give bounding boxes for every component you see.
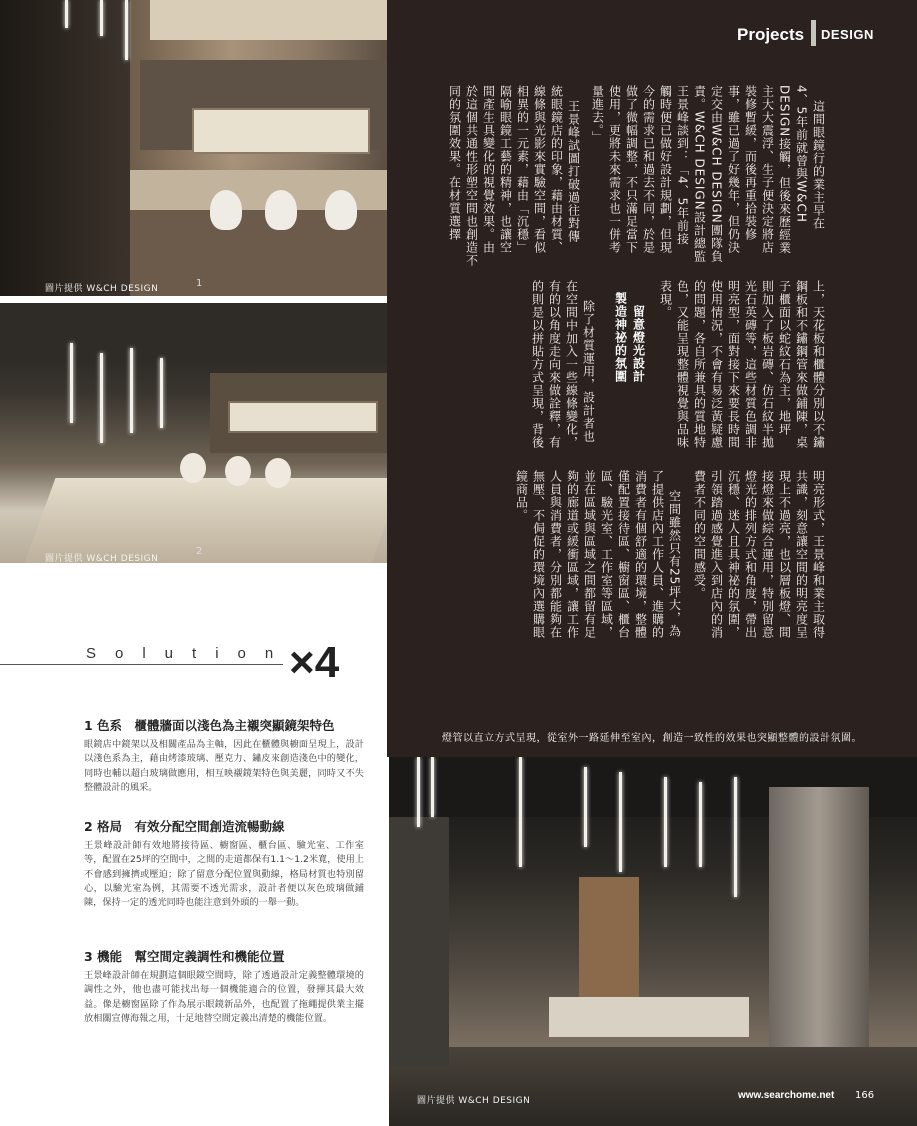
- article-column: 無壓、不侷促的環境內選購眼: [531, 470, 546, 639]
- article-column: 則加入了板岩磚、仿石紋半拋: [760, 280, 775, 449]
- article-column: 責。W&CH DESIGN設計總監: [692, 85, 707, 263]
- article-column: 的問題，各自所兼具的質地特: [692, 280, 707, 449]
- article-column: 的則是以拼貼方式呈現，背後: [530, 280, 545, 449]
- article-column: 同的氛圍效果。在材質選擇: [447, 85, 462, 241]
- ceiling-panel: [150, 0, 387, 40]
- article-column: 僅配置接待區、櫥窗區、櫃台: [616, 470, 631, 639]
- article-column: 鋼板和不鏽鋼管來做鋪陳，桌: [794, 280, 809, 449]
- pendant-light: [70, 343, 73, 423]
- pendant-light: [664, 777, 667, 867]
- article-column: 沉穩、迷人且具神祕的氛圍，: [726, 470, 741, 639]
- article-column: 人員與消費者，分別都能夠在: [548, 470, 563, 639]
- article-column: 於這個共通性形塑空間也創造不: [464, 85, 479, 267]
- chair: [325, 190, 357, 230]
- section-label-projects: Projects: [737, 25, 805, 44]
- article-column: 引領踏過感覺進入到店內的消: [709, 470, 724, 639]
- chair: [210, 190, 242, 230]
- article-column: 接燈來做綜合運用，特別留意: [760, 470, 775, 639]
- article-column: 王景峰談到：「4、5年前接: [675, 85, 690, 246]
- article-column: 使用情況，不會有易泛黃疑慮: [709, 280, 724, 449]
- article-column: 相異的一元素，藉由「沉穩」: [515, 85, 530, 254]
- display-counter: [549, 997, 749, 1037]
- article-column: 裝修暫緩，而後再重拾裝修: [743, 85, 758, 241]
- pendant-light: [584, 767, 587, 847]
- photo-credit: 圖片提供 W&CH DESIGN: [417, 1096, 531, 1106]
- article-column: 光石英磚等，這些材質色調非: [743, 280, 758, 449]
- photo-showroom-2: [0, 303, 387, 563]
- article-column: 色，又能呈現整體視覺與品味: [675, 280, 690, 449]
- ceiling-panel: [0, 303, 387, 363]
- solution-heading: Solution: [86, 645, 293, 662]
- article-column: 王景峰試圖打破過往對傳: [566, 100, 581, 243]
- chair: [225, 456, 251, 486]
- pendant-light: [519, 757, 522, 867]
- article-column: 表現。: [658, 280, 673, 319]
- pendant-light: [619, 772, 622, 872]
- article-column: 隔喻眼鏡工藝的精神，也讓空: [498, 85, 513, 254]
- chair: [265, 458, 291, 488]
- glass-wall: [0, 0, 130, 296]
- page-number: 166: [855, 1090, 875, 1101]
- floor: [389, 1047, 917, 1126]
- pendant-light: [417, 757, 420, 827]
- pendant-light: [734, 777, 737, 897]
- pendant-light: [699, 782, 702, 867]
- article-column: 並在區域與區域之間都留有足: [582, 470, 597, 639]
- article-column: 區、驗光室、工作室等區域，: [599, 470, 614, 639]
- article-column: 線條與光影來實驗空間，看似: [532, 85, 547, 254]
- photo-caption: 燈管以直立方式呈現，從室外一路延伸至室內，創造一致性的效果也突顯整體的設計氛圍。: [442, 733, 862, 744]
- section-label-design: DESIGN: [821, 27, 874, 42]
- article-column: 量進去。」: [590, 85, 605, 144]
- pendant-light: [431, 757, 434, 817]
- article-column: 事，雖已過了好幾年，但仍決: [726, 85, 741, 254]
- article-column: 這間眼鏡行的業主早在: [811, 100, 826, 230]
- pendant-light: [130, 348, 133, 433]
- article-column: 子櫃面以蛇紋石為主，地坪: [777, 280, 792, 436]
- article-column: 4、5年前就曾與W&CH: [794, 85, 809, 223]
- article-column: DESIGN接觸，但後來歷經業: [777, 85, 792, 255]
- pendant-light: [160, 358, 163, 428]
- pendant-light: [65, 0, 68, 28]
- article-column: 上，天花板和櫃體分別以不鏽: [811, 280, 826, 449]
- photo-number: 1: [196, 278, 203, 289]
- glass-frame: [389, 817, 449, 1067]
- article-column: 費者不同的空間感受。: [692, 470, 707, 600]
- solution-item-body: 王景峰設計師有效地將接待區、櫥窗區、櫃台區、驗光室、工作室等，配置在25坪的空間中，之間的走道都保有1.1～1.2米寬，使用上不會感到擁擠或壓迫；除了留意分配位置與動線，格局材質也特別留心，以驗光室為例，其需要不透光需求，設計者便以灰色玻璃做鋪陳，保持一定的透光同時也能注意到外頭的一舉一動。: [84, 840, 364, 909]
- display-cabinet: [228, 401, 378, 433]
- photo-showroom-1: [0, 0, 387, 296]
- solution-item-title: 2 格局 有效分配空間創造流暢動線: [84, 819, 285, 834]
- article-column: 做了微幅調整，不只滿足當下: [624, 85, 639, 254]
- article-column: 現上不過亮，也以層板燈、間: [777, 470, 792, 639]
- photo-credit: 圖片提供 W&CH DESIGN: [45, 554, 159, 563]
- solution-item-title: 1 色系 櫃體牆面以淺色為主襯突顯鏡架特色: [84, 718, 335, 733]
- header-divider: [811, 20, 816, 46]
- pendant-light: [100, 0, 103, 36]
- pendant-light: [125, 0, 128, 60]
- display-cabinet: [192, 108, 370, 154]
- article-column: 鏡商品。: [514, 470, 529, 522]
- solution-item-body: 眼鏡店中鏡架以及相關產品為主軸，因此在櫃體與櫥面呈現上，設計以淺色系為主，藉由烤漆玻璃、壓克力、鏽皮來創造淺色中的變化，同時也輔以超白玻璃做應用，相互映襯鏡架特色與美麗，同時又不失整體設計的風采。: [84, 739, 364, 793]
- photo-storefront: [389, 757, 917, 1126]
- solution-rule: [0, 664, 283, 665]
- photo-number: 2: [196, 546, 203, 557]
- article-column: 今的需求已和過去不同，於是: [641, 85, 656, 254]
- article-column: 消費者有個舒適的環境，整體: [633, 470, 648, 639]
- article-subheading: 留意燈光設計: [631, 305, 646, 383]
- solution-item-title: 3 機能 幫空間定義調性和機能位置: [84, 949, 285, 964]
- article-column: 主大大震浮、生子便決定將店: [760, 85, 775, 254]
- article-column: 間產生具變化的視覺效果。由: [481, 85, 496, 254]
- article-column: 在空間中加入一些線條變化，: [564, 280, 579, 449]
- article-column: 除了材質運用，設計者也: [581, 300, 596, 443]
- article-column: 共識，刻意讓空間的明亮度呈: [794, 470, 809, 639]
- chair: [180, 453, 206, 483]
- chair: [265, 190, 297, 230]
- magazine-website: www.searchome.net: [738, 1090, 835, 1101]
- article-column: 空間雖然只有25坪大，為: [667, 490, 682, 638]
- article-subheading: 製造神祕的氛圍: [613, 292, 628, 383]
- photo-credit: 圖片提供 W&CH DESIGN: [45, 284, 159, 294]
- solution-item-body: 王景峰設計師在規劃這個眼鏡空間時，除了透過設計定義整體環境的調性之外，他也盡可能找出每一個機能適合的位置，發揮其最大效益。像是櫥窗區除了作為展示眼鏡新品外，也配置了拖繩提供業主擺放相關宣傳海報之用，十足地替空間定義出清楚的機能位置。: [84, 970, 364, 1024]
- article-column: 有的以角度走向來做詮釋，有: [547, 280, 562, 449]
- article-column: 觸時便已做好設計規劃，但現: [658, 85, 673, 254]
- article-column: 明亮形式，王景峰和業主取得: [811, 470, 826, 639]
- article-column: 了提供店內工作人員、進購的: [650, 470, 665, 639]
- solution-count: ×4: [289, 638, 340, 687]
- article-column: 燈光的排列方式和角度，帶出: [743, 470, 758, 639]
- pendant-light: [100, 353, 103, 443]
- article-column: 定交由W&CH DESIGN團隊負: [709, 85, 724, 263]
- article-column: 明亮型，面對接下來要長時間: [726, 280, 741, 449]
- article-column: 統眼鏡店的印象，藉由材質、: [549, 85, 564, 254]
- article-column: 夠的廊道或緩衝區域，讓工作: [565, 470, 580, 639]
- article-column: 使用，更將未來需求也一併考: [607, 85, 622, 254]
